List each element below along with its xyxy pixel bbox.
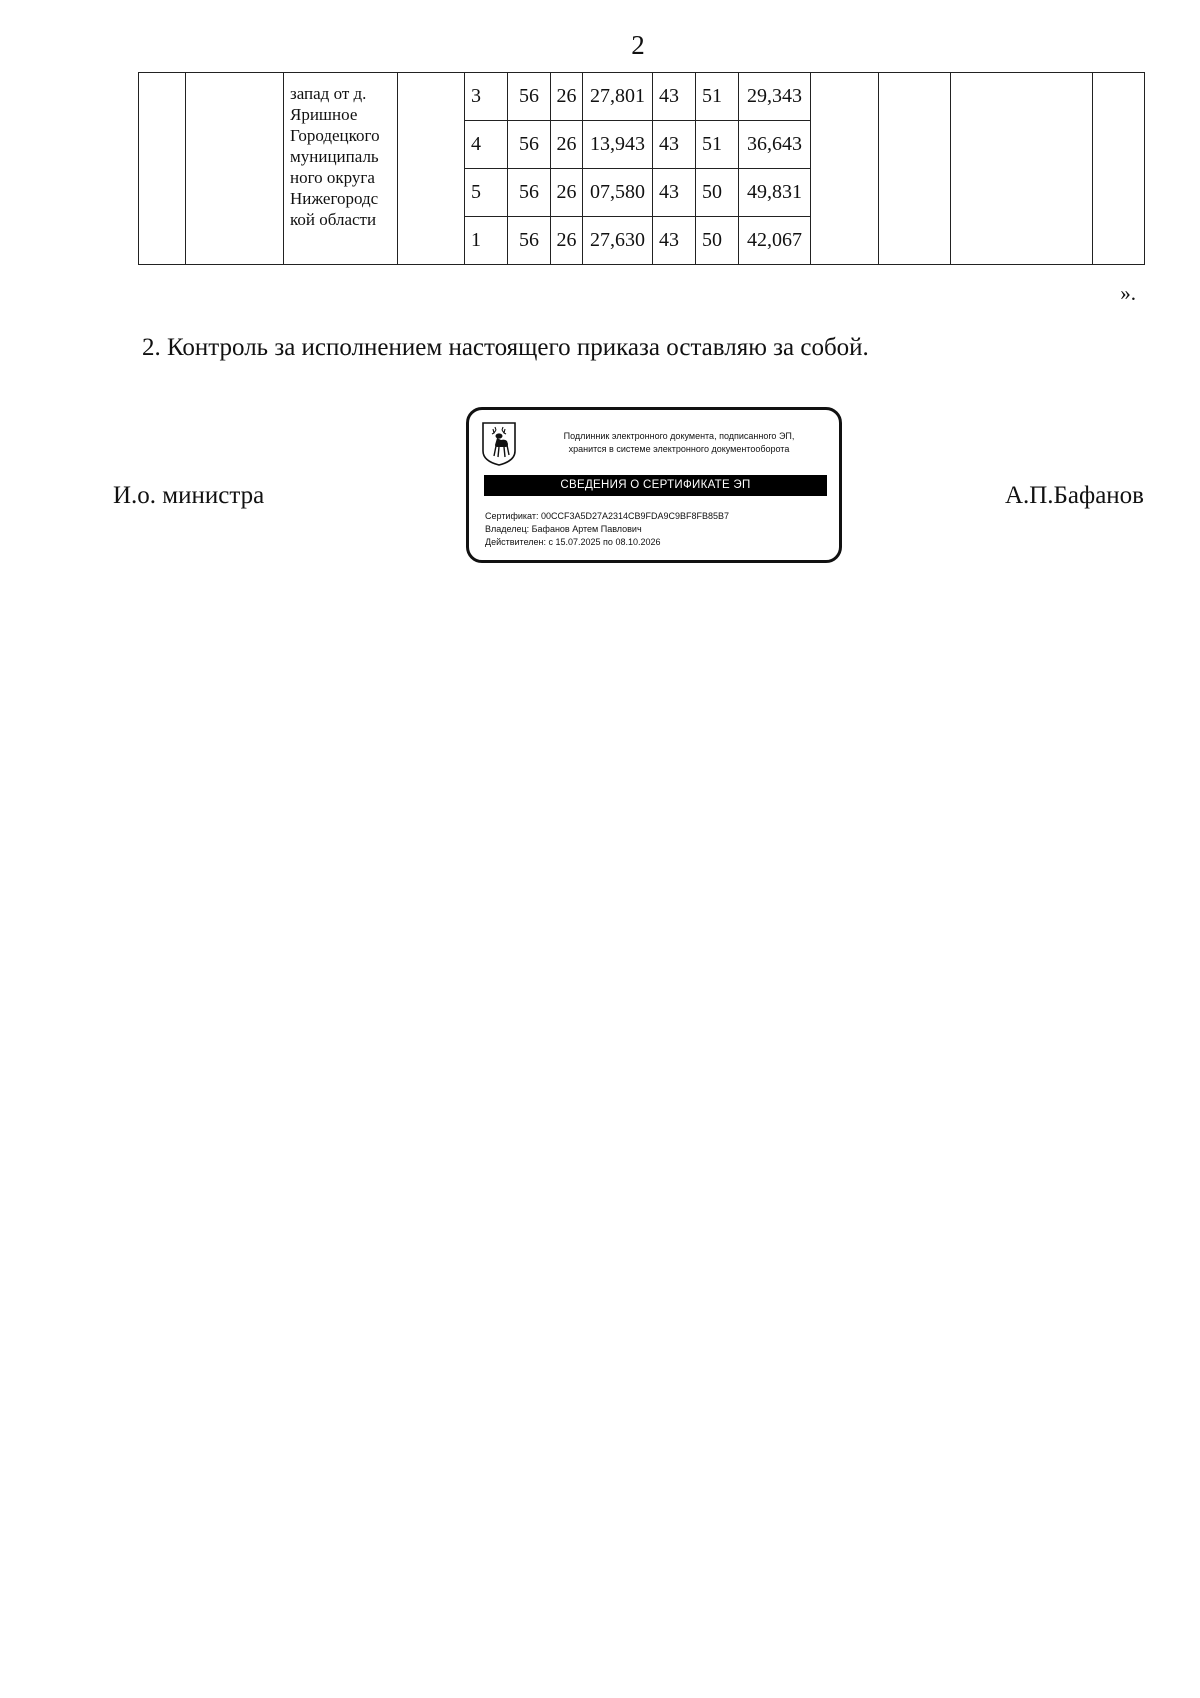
lon-degrees-cell: 43 (653, 73, 696, 121)
certificate-number: Сертификат: 00CCF3A5D27A2314CB9FDA9C9BF8FB85B7 (485, 511, 730, 521)
table-cell-empty (879, 73, 951, 265)
lon-minutes-cell: 51 (696, 121, 739, 169)
lon-minutes-cell: 51 (696, 73, 739, 121)
table-cell-empty (139, 73, 186, 265)
point-number-cell: 3 (465, 73, 508, 121)
lat-minutes-cell: 26 (551, 121, 583, 169)
certificate-validity: Действителен: с 15.07.2025 по 08.10.2026 (485, 537, 661, 547)
point-number-cell: 1 (465, 217, 508, 265)
signer-role: И.о. министра (113, 482, 265, 509)
lat-seconds-cell: 27,630 (583, 217, 653, 265)
lon-minutes-cell: 50 (696, 217, 739, 265)
stamp-header-line: Подлинник электронного документа, подписанного ЭП, (563, 431, 795, 441)
lat-degrees-cell: 56 (508, 217, 551, 265)
page-number: 2 (631, 30, 645, 60)
lat-minutes-cell: 26 (551, 73, 583, 121)
lon-degrees-cell: 43 (653, 121, 696, 169)
point-number-cell: 4 (465, 121, 508, 169)
coordinates-table (138, 72, 1145, 265)
table-cell-empty (186, 73, 284, 265)
lon-seconds-cell: 29,343 (739, 73, 811, 121)
lat-seconds-cell: 13,943 (583, 121, 653, 169)
description-line: Нижегородс (290, 189, 379, 208)
description-line: муниципаль (290, 147, 379, 166)
lon-seconds-cell: 42,067 (739, 217, 811, 265)
electronic-signature-stamp (466, 407, 842, 563)
lat-minutes-cell: 26 (551, 169, 583, 217)
table-cell-empty (398, 73, 465, 265)
table-cell-empty (951, 73, 1093, 265)
description-line: ного округа (290, 168, 375, 187)
description-line: Городецкого (290, 126, 380, 145)
lat-degrees-cell: 56 (508, 121, 551, 169)
lat-degrees-cell: 56 (508, 169, 551, 217)
lat-minutes-cell: 26 (551, 217, 583, 265)
lon-degrees-cell: 43 (653, 217, 696, 265)
lat-seconds-cell: 27,801 (583, 73, 653, 121)
lat-degrees-cell: 56 (508, 73, 551, 121)
deer-coat-of-arms-icon (481, 421, 517, 467)
description-line: запад от д. (290, 84, 367, 103)
location-description-cell (284, 73, 398, 265)
lon-seconds-cell: 49,831 (739, 169, 811, 217)
lon-minutes-cell: 50 (696, 169, 739, 217)
certificate-owner: Владелец: Бафанов Артем Павлович (485, 524, 642, 534)
description-line: Яришное (290, 105, 358, 124)
lon-seconds-cell: 36,643 (739, 121, 811, 169)
stamp-title-bar: СВЕДЕНИЯ О СЕРТИФИКАТЕ ЭП (484, 475, 827, 496)
table-cell-empty (1093, 73, 1145, 265)
point-number-cell: 5 (465, 169, 508, 217)
stamp-header (527, 430, 831, 456)
table-row (139, 73, 1145, 121)
signer-name: А.П.Бафанов (1004, 482, 1144, 509)
table-cell-empty (811, 73, 879, 265)
closing-quote: ». (1120, 281, 1136, 305)
lon-degrees-cell: 43 (653, 169, 696, 217)
description-line: кой области (290, 210, 377, 229)
control-paragraph: 2. Контроль за исполнением настоящего приказа оставляю за собой. (142, 334, 869, 361)
lat-seconds-cell: 07,580 (583, 169, 653, 217)
stamp-header-line: хранится в системе электронного документооборота (568, 444, 790, 454)
